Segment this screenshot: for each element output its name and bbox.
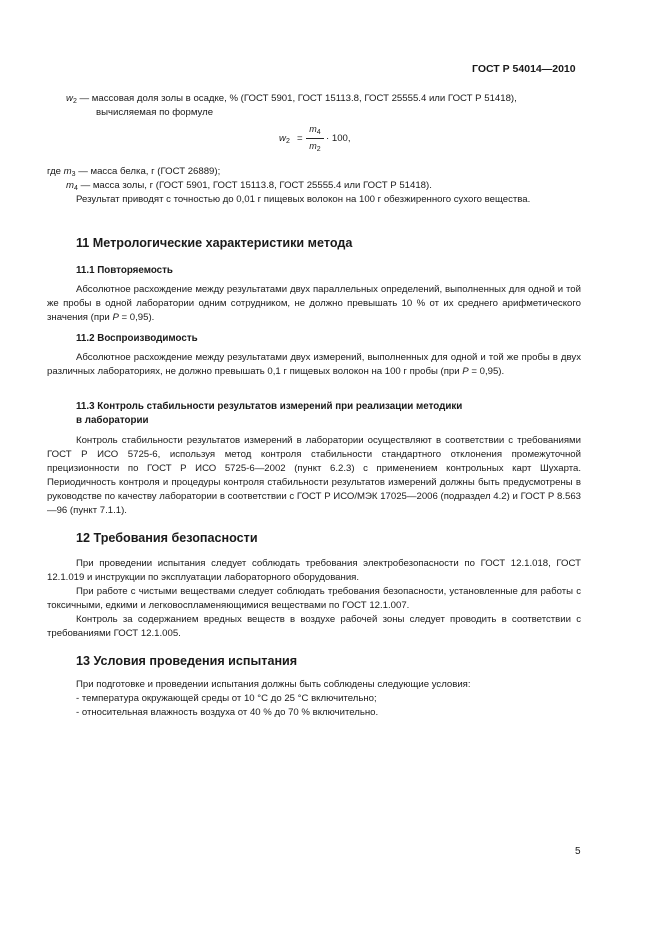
section-12-para2: При работе с чистыми веществами следует соблюдать требования безопасности, установленные для работы с токсичными, едкими и легковоспламеняющимися веществами по ГОСТ 12.1.007. xyxy=(47,586,581,612)
section-11-1-title: 11.1 Повторяемость xyxy=(76,265,173,276)
section-11-2-text xyxy=(47,351,581,379)
where-prefix: где xyxy=(47,166,64,177)
formula-tail: · 100, xyxy=(326,133,351,144)
fraction-bar xyxy=(306,138,324,139)
section-11-1-text xyxy=(47,283,581,325)
section-11-title: 11 Метрологические характеристики метода xyxy=(76,236,353,250)
subscript: 3 xyxy=(71,171,76,178)
section-12-para3: Контроль за содержанием вредных веществ в воздухе рабочей зоны следует проводить в соответствии с требованиями ГОСТ 12.1.005. xyxy=(47,614,581,640)
reproducibility-text: Абсолютное расхождение между результатами двух измерений, выполненных для одной и той же пробы в двух различных лабораториях, не должно превышать 0,1 г пищевых волокон на 100 г пробы (при xyxy=(47,352,581,378)
m4-text: — масса золы, г (ГОСТ 5901, ГОСТ 15113.8, ГОСТ 25555.4 или ГОСТ Р 51418). xyxy=(77,180,432,191)
probability-var: P xyxy=(112,312,119,324)
condition-item-humidity: - относительная влажность воздуха от 40 % до 70 % включительно. xyxy=(76,707,379,718)
formula-lhs-var: w xyxy=(279,133,286,144)
w2-definition-line1 xyxy=(66,92,517,106)
page-number: 5 xyxy=(575,846,581,857)
numerator-var: m xyxy=(309,124,317,134)
m4-definition xyxy=(66,179,432,193)
formula-numerator xyxy=(306,124,324,134)
variable-m: m xyxy=(63,166,72,177)
section-11-2-title: 11.2 Воспроизводимость xyxy=(76,333,198,344)
w2-definition-text: — массовая доля золы в осадке, % (ГОСТ 5901, ГОСТ 15113.8, ГОСТ 25555.4 или ГОСТ Р 51418), xyxy=(76,93,517,104)
probability-var: P xyxy=(462,366,469,378)
denominator-var: m xyxy=(309,141,317,151)
probability-value: = 0,95). xyxy=(468,366,505,378)
section-11-3-text: Контроль стабильности результатов измерений в лаборатории осуществляют в соответствии с требованиями ГОСТ Р ИСО 5725-6, используя метод контроля стабильности стандартного отклонения промежуточной прецизионности по ГОСТ Р ИСО 5725-6—2002 (пункт 6.2.3) с применением контрольных карт Шухарта. Периодичность контроля и процедуры контроля стабильности результатов измерений должны быть предусмотрены в руководстве по качеству лаборатории в соответствии с ГОСТ Р ИСО/МЭК 17025—2006 (подраздел 4.2) и ГОСТ Р 8.563—96 (пункт 7.1.1). xyxy=(47,435,581,517)
result-paragraph: Результат приводят с точностью до 0,01 г пищевых волокон на 100 г обезжиренного сухого вещества. xyxy=(76,194,531,205)
formula-equals: = xyxy=(297,133,303,144)
m3-definition xyxy=(47,165,220,179)
denominator-sub: 2 xyxy=(316,146,321,153)
formula-lhs xyxy=(279,132,290,146)
condition-item-temperature: - температура окружающей среды от 10 °С до 25 °С включительно; xyxy=(76,693,377,704)
section-13-intro: При подготовке и проведении испытания должны быть соблюдены следующие условия: xyxy=(76,679,471,690)
variable-w: w xyxy=(66,93,73,104)
repeatability-text: Абсолютное расхождение между результатами двух параллельных определений, выполненных для одной и той же пробы в одной лаборатории одним сотрудником, не должно превышать 10 % от их среднего арифметического значения (при xyxy=(47,284,581,324)
formula-lhs-sub: 2 xyxy=(285,138,290,145)
probability-value: = 0,95). xyxy=(118,312,155,324)
section-11-3-title-line1: 11.3 Контроль стабильности результатов измерений при реализации методики xyxy=(76,401,463,412)
section-13-title: 13 Условия проведения испытания xyxy=(76,654,298,668)
section-12-title: 12 Требования безопасности xyxy=(76,531,258,545)
numerator-sub: 4 xyxy=(316,129,321,136)
formula-denominator xyxy=(306,141,324,151)
subscript: 2 xyxy=(72,98,77,105)
variable-m: m xyxy=(66,180,74,191)
w2-definition-line2: вычисляемая по формуле xyxy=(96,107,214,118)
section-12-para1: При проведении испытания следует соблюдать требования электробезопасности по ГОСТ 12.1.018, ГОСТ 12.1.019 и инструкции по эксплуатации лабораторного оборудования. xyxy=(47,558,581,584)
m3-text: — масса белка, г (ГОСТ 26889); xyxy=(75,166,221,177)
standard-header: ГОСТ Р 54014—2010 xyxy=(472,63,576,75)
section-11-3-title-line2: в лаборатории xyxy=(76,415,149,426)
subscript: 4 xyxy=(74,185,78,192)
